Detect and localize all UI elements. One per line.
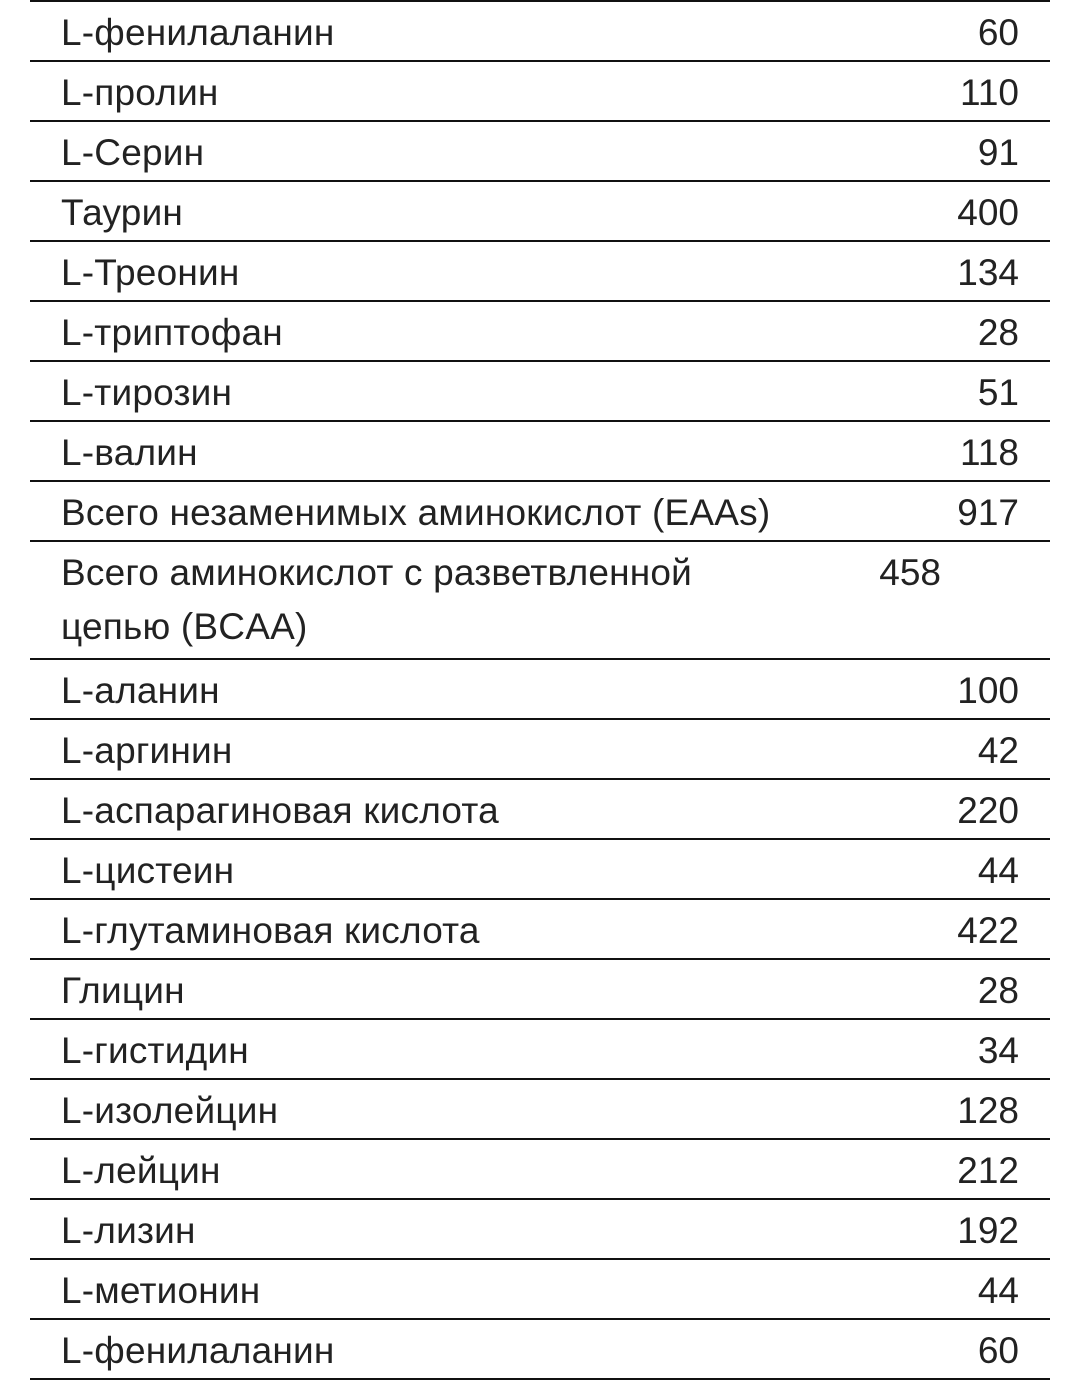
row-value: 51: [977, 372, 1019, 413]
row-value: 60: [977, 1330, 1019, 1371]
row-name: L-метионин: [61, 1270, 261, 1311]
table-row: [30, 422, 1050, 482]
table-row: [30, 840, 1050, 900]
row-value: 34: [977, 1030, 1019, 1071]
row-name: L-пролин: [61, 72, 219, 113]
row-name: Таурин: [61, 192, 184, 233]
table-row: [30, 1320, 1050, 1380]
table-row: [30, 122, 1050, 182]
row-name: Всего незаменимых аминокислот (EAAs): [61, 492, 771, 533]
row-name: L-гистидин: [61, 1030, 249, 1071]
row-value: 42: [977, 730, 1019, 771]
table-row: [30, 900, 1050, 960]
row-value: 28: [977, 970, 1019, 1011]
row-name: L-цистеин: [61, 850, 235, 891]
row-name: L-фенилаланин: [61, 12, 335, 53]
row-name: L-тирозин: [61, 372, 233, 413]
table-row: [30, 1020, 1050, 1080]
row-name: Всего аминокислот с разветвленной цепью (BCAA): [61, 552, 693, 647]
table-row: [30, 780, 1050, 840]
row-value: 134: [957, 252, 1019, 293]
row-name: L-Серин: [61, 132, 205, 173]
row-name: L-глутаминовая кислота: [61, 910, 480, 951]
table-row: [30, 182, 1050, 242]
table-row: [30, 1140, 1050, 1200]
row-name: L-валин: [61, 432, 198, 473]
table-row: [30, 1260, 1050, 1320]
table-row: [30, 362, 1050, 422]
table-row: [30, 2, 1050, 62]
table-row: [30, 1200, 1050, 1260]
row-value: 28: [977, 312, 1019, 353]
table-row-bcaa-total: [30, 542, 1050, 660]
row-value: 917: [957, 492, 1019, 533]
row-value: 60: [977, 12, 1019, 53]
table-row: [30, 960, 1050, 1020]
row-name: L-лейцин: [61, 1150, 221, 1191]
row-value: 91: [977, 132, 1019, 173]
row-name: L-аспарагиновая кислота: [61, 790, 499, 831]
row-value: 422: [957, 910, 1019, 951]
row-name: L-триптофан: [61, 312, 283, 353]
row-name: L-изолейцин: [61, 1090, 279, 1131]
row-value: 44: [977, 1270, 1019, 1311]
row-value: 212: [957, 1150, 1019, 1191]
row-value: 44: [977, 850, 1019, 891]
table-row: [30, 62, 1050, 122]
row-name: L-фенилаланин: [61, 1330, 335, 1371]
row-value: 128: [957, 1090, 1019, 1131]
table-row: [30, 302, 1050, 362]
row-name: L-Треонин: [61, 252, 240, 293]
amino-acid-table: [30, 0, 1050, 1380]
table-row: [30, 1080, 1050, 1140]
row-value: 220: [957, 790, 1019, 831]
table-row: [30, 720, 1050, 780]
table-row: [30, 242, 1050, 302]
row-name: Глицин: [61, 970, 185, 1011]
row-value: 458: [879, 552, 941, 593]
row-value: 118: [960, 432, 1019, 473]
table-row-eaa-total: [30, 482, 1050, 542]
row-name: L-аланин: [61, 670, 220, 711]
table-row: [30, 660, 1050, 720]
row-value: 100: [957, 670, 1019, 711]
row-name: L-аргинин: [61, 730, 233, 771]
row-name: L-лизин: [61, 1210, 196, 1251]
row-value: 110: [960, 72, 1019, 113]
row-value: 192: [957, 1210, 1019, 1251]
row-value: 400: [957, 192, 1019, 233]
